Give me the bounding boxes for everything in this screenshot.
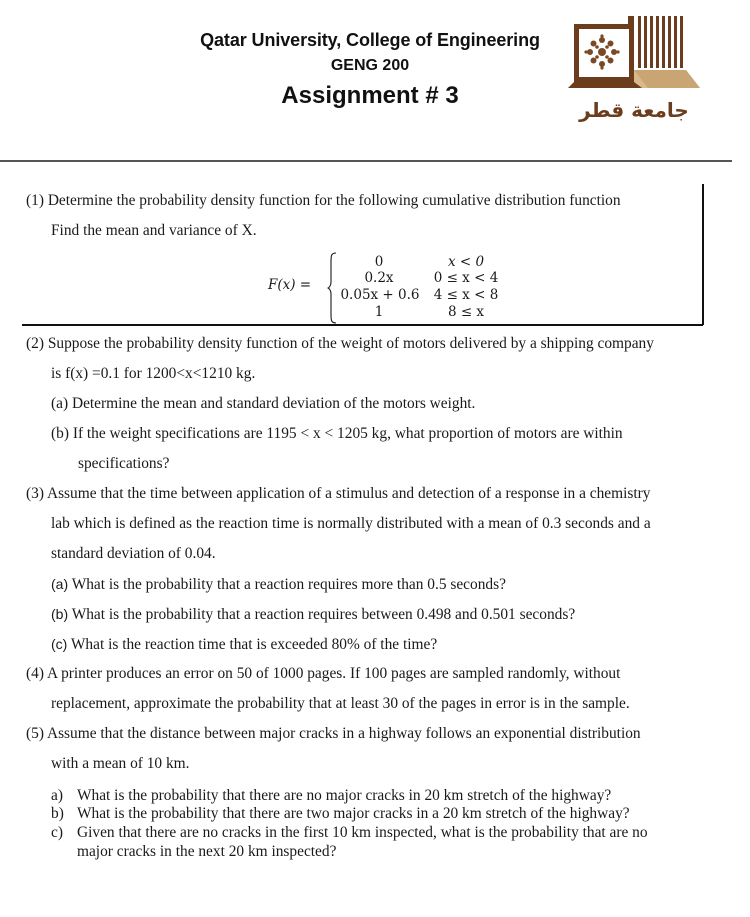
- question-5-part-b: b) What is the probability that there are two major cracks in a 20 km stretch of the highway?: [51, 805, 630, 822]
- case-condition-1: x < 0: [447, 254, 485, 270]
- question-number: (4): [26, 665, 44, 682]
- question-3-part-b: (b) What is the probability that a reaction requires between 0.498 and 0.501 seconds?: [51, 606, 576, 623]
- question-3-line-3: standard deviation of 0.04.: [51, 545, 216, 562]
- question-number: (5): [26, 725, 44, 742]
- question-4-line-1: (4) A printer produces an error on 50 of 1000 pages. If 100 pages are sampled randomly, without: [26, 665, 621, 682]
- question-3-part-c: (c) What is the reaction time that is exceeded 80% of the time?: [51, 636, 438, 653]
- question-5-part-c-line-2: major cracks in the next 20 km inspected?: [77, 843, 337, 860]
- university-building-icon: [568, 12, 700, 98]
- question-2-line-2: is f(x) =0.1 for 1200<x<1210 kg.: [51, 365, 256, 382]
- case-condition-4: 8 ≤ x: [447, 304, 485, 320]
- case-condition-2: 0 ≤ x < 4: [433, 270, 499, 286]
- q1-frame-border: [702, 184, 704, 325]
- question-1-line-1: (1) Determine the probability density function for the following cumulative distribution function: [26, 192, 621, 209]
- question-3-line-1: (3) Assume that the time between application of a stimulus and detection of a response in a chemistry: [26, 485, 651, 502]
- question-5-line-2: with a mean of 10 km.: [51, 755, 190, 772]
- question-5-part-a: a) What is the probability that there are no major cracks in 20 km stretch of the highway?: [51, 787, 612, 804]
- formula-lhs: F(x) =: [268, 277, 312, 293]
- case-value-2: 0.2x: [364, 270, 394, 286]
- question-4-line-2: replacement, approximate the probability that at least 30 of the pages in error is in the sample.: [51, 695, 630, 712]
- q1-frame-border-bottom: [22, 324, 703, 326]
- question-5-line-1: (5) Assume that the distance between major cracks in a highway follows an exponential distribution: [26, 725, 641, 742]
- header-divider: [0, 160, 732, 162]
- university-title: Qatar University, College of Engineering: [200, 30, 540, 50]
- logo-arabic-text: جامعة قطر: [579, 98, 689, 122]
- question-number: (1): [26, 192, 44, 209]
- question-2-line-1: (2) Suppose the probability density function of the weight of motors delivered by a shipping company: [26, 335, 654, 352]
- qatar-university-logo: [568, 12, 700, 122]
- question-number: (2): [26, 335, 44, 352]
- question-number: (3): [26, 485, 44, 502]
- question-5-part-c: c) Given that there are no cracks in the first 10 km inspected, what is the probability that are no: [51, 824, 648, 841]
- case-value-1: 0: [374, 254, 384, 270]
- case-condition-3: 4 ≤ x < 8: [433, 287, 499, 303]
- assignment-title: Assignment # 3: [281, 82, 459, 109]
- case-value-3: 0.05x + 0.6: [340, 287, 420, 303]
- question-3-part-a: (a) What is the probability that a reaction requires more than 0.5 seconds?: [51, 576, 506, 593]
- question-2-part-a: (a) Determine the mean and standard deviation of the motors weight.: [51, 395, 476, 412]
- question-2-part-b-line-2: specifications?: [78, 455, 170, 472]
- question-3-line-2: lab which is defined as the reaction time is normally distributed with a mean of 0.3 seconds and a: [51, 515, 651, 532]
- question-1-line-2: Find the mean and variance of X.: [51, 222, 257, 239]
- case-value-4: 1: [374, 304, 384, 320]
- question-2-part-b: (b) If the weight specifications are 1195 < x < 1205 kg, what proportion of motors are within: [51, 425, 623, 442]
- course-code: GENG 200: [330, 57, 410, 74]
